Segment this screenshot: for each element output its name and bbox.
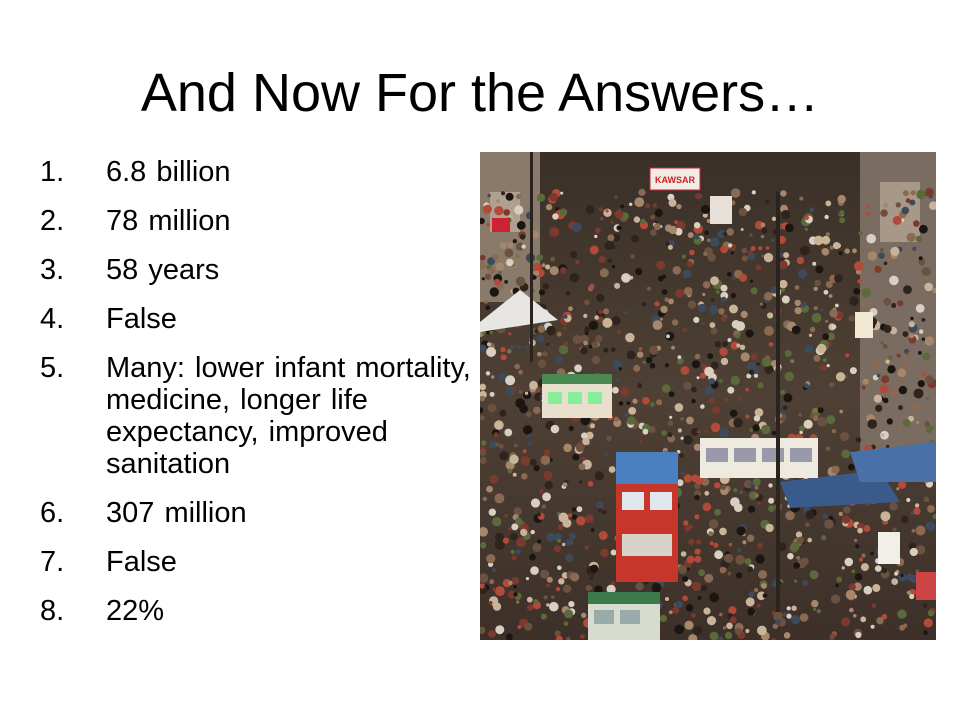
- answer-item: [40, 546, 480, 578]
- kawsar-signboard: [650, 168, 700, 190]
- red-bus: [616, 452, 678, 582]
- answer-number: 5.: [40, 352, 65, 384]
- green-bus: [588, 592, 660, 640]
- sign-text: KAWSAR: [655, 175, 695, 185]
- crowded-street-photo: [480, 152, 936, 640]
- answer-item: [40, 156, 480, 188]
- answer-number: 8.: [40, 595, 65, 627]
- answer-number: 1.: [40, 156, 65, 188]
- answer-text: 307 million: [106, 497, 247, 529]
- answer-text: 6.8 billion: [106, 156, 231, 188]
- answer-item: [40, 303, 480, 335]
- white-bus: [542, 374, 612, 418]
- answer-number: 3.: [40, 254, 65, 286]
- answer-text: False: [106, 546, 177, 578]
- answer-number: 7.: [40, 546, 65, 578]
- answer-number: 6.: [40, 497, 65, 529]
- answer-number: 2.: [40, 205, 65, 237]
- answer-item: [40, 205, 480, 237]
- crowded-street-illustration: [480, 152, 936, 640]
- answer-item: [40, 352, 480, 480]
- answer-item: [40, 497, 480, 529]
- slide-title: And Now For the Answers…: [140, 63, 820, 123]
- answer-text: Many: lower infant mortality, medicine, longer life expectancy, improved sanitation: [106, 352, 471, 480]
- answer-number: 4.: [40, 303, 65, 335]
- answer-text: 58 years: [106, 254, 220, 286]
- answers-list: [40, 156, 480, 644]
- answer-item: [40, 595, 480, 627]
- answer-text: 22%: [106, 595, 165, 627]
- answer-text: False: [106, 303, 177, 335]
- white-bus: [700, 438, 818, 478]
- answer-item: [40, 254, 480, 286]
- answer-text: 78 million: [106, 205, 231, 237]
